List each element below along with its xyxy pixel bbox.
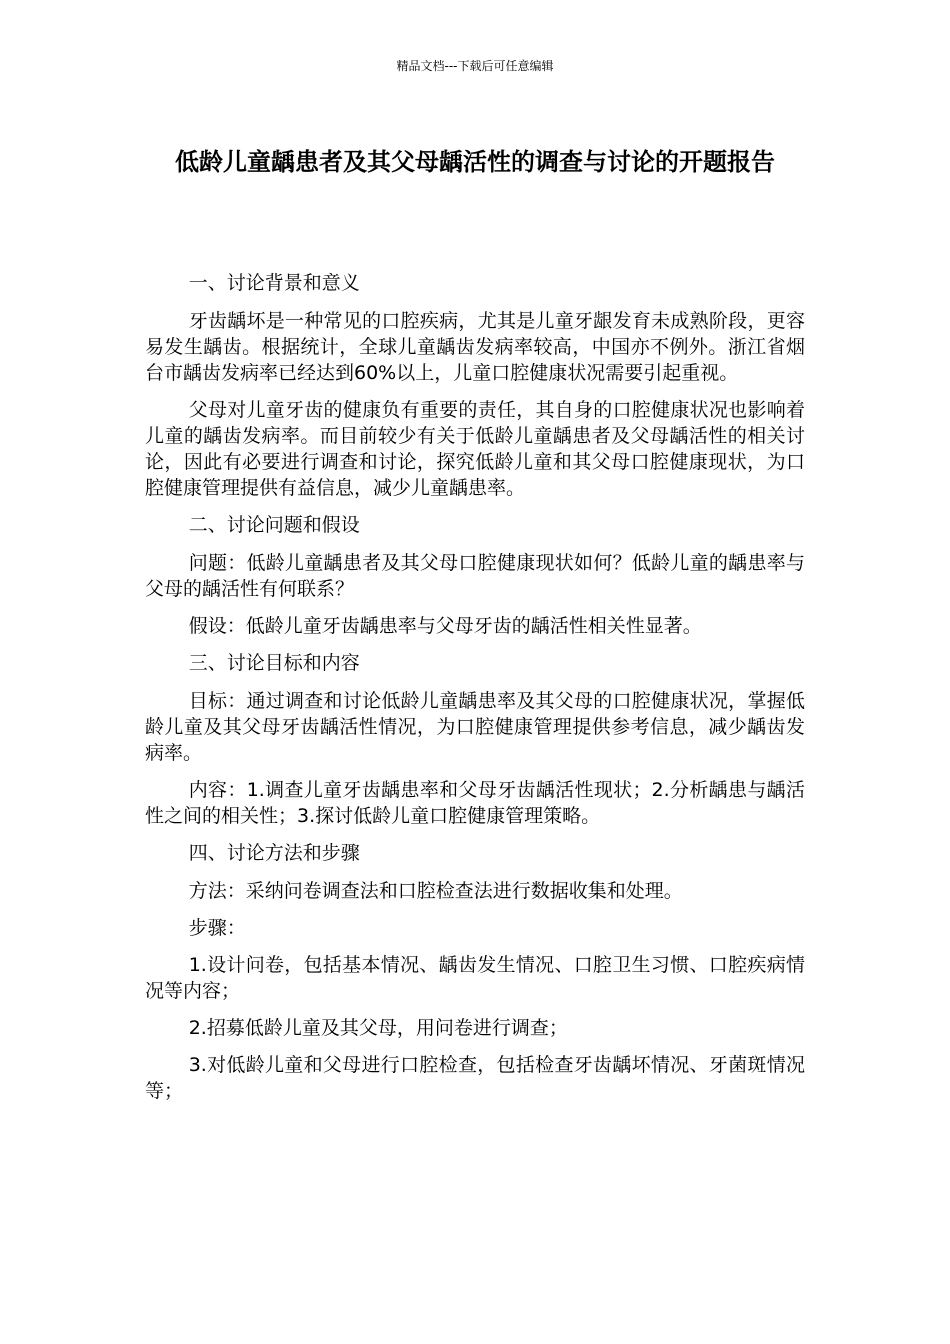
paragraph-method: 方法：采纳问卷调查法和口腔检查法进行数据收集和处理。: [188, 880, 683, 902]
paragraph-question: 问题：低龄儿童龋患者及其父母口腔健康现状如何？低龄儿童的龋患率与父母的龋活性有何联系？: [145, 552, 805, 600]
document-body: [145, 270, 805, 1115]
header-note: 精品文档---下载后可任意编辑: [396, 59, 554, 73]
paragraph-background-1: 牙齿龋坏是一种常见的口腔疾病，尤其是儿童牙龈发育未成熟阶段，更容易发生龋齿。根据统计，全球儿童龋齿发病率较高，中国亦不例外。浙江省烟台市龋齿发病率已经达到60%以上，儿童口腔健康状况需要引起重视。: [145, 310, 805, 384]
document-title: 低龄儿童龋患者及其父母龋活性的调查与讨论的开题报告: [175, 148, 775, 176]
paragraph-goal: 目标：通过调查和讨论低龄儿童龋患率及其父母的口腔健康状况，掌握低龄儿童及其父母牙齿龋活性情况，为口腔健康管理提供参考信息，减少龋齿发病率。: [145, 690, 805, 764]
section-heading-questions: 二、讨论问题和假设: [188, 514, 360, 536]
paragraph-step-2: 2.招募低龄儿童及其父母，用问卷进行调查；: [188, 1017, 568, 1039]
paragraph-step-3: 3.对低龄儿童和父母进行口腔检查，包括检查牙齿龋坏情况、牙菌斑情况等；: [145, 1054, 805, 1102]
paragraph-hypothesis: 假设：低龄儿童牙齿龋患率与父母牙齿的龋活性相关性显著。: [188, 615, 702, 637]
section-heading-background: 一、讨论背景和意义: [188, 272, 360, 294]
section-heading-goals: 三、讨论目标和内容: [188, 652, 360, 674]
paragraph-background-2: 父母对儿童牙齿的健康负有重要的责任，其自身的口腔健康状况也影响着儿童的龋齿发病率。而目前较少有关于低龄儿童龋患者及父母龋活性的相关讨论，因此有必要进行调查和讨论，探究低龄儿童和其父母口腔健康现状，为口腔健康管理提供有益信息，减少儿童龋患率。: [145, 399, 805, 499]
paragraph-steps-label: 步骤：: [188, 917, 246, 939]
paragraph-content: 内容：1.调查儿童牙齿龋患率和父母牙齿龋活性现状；2.分析龋患与龋活性之间的相关性；3.探讨低龄儿童口腔健康管理策略。: [145, 779, 805, 827]
paragraph-step-1: 1.设计问卷，包括基本情况、龋齿发生情况、口腔卫生习惯、口腔疾病情况等内容；: [145, 954, 805, 1002]
section-heading-methods: 四、讨论方法和步骤: [188, 842, 360, 864]
